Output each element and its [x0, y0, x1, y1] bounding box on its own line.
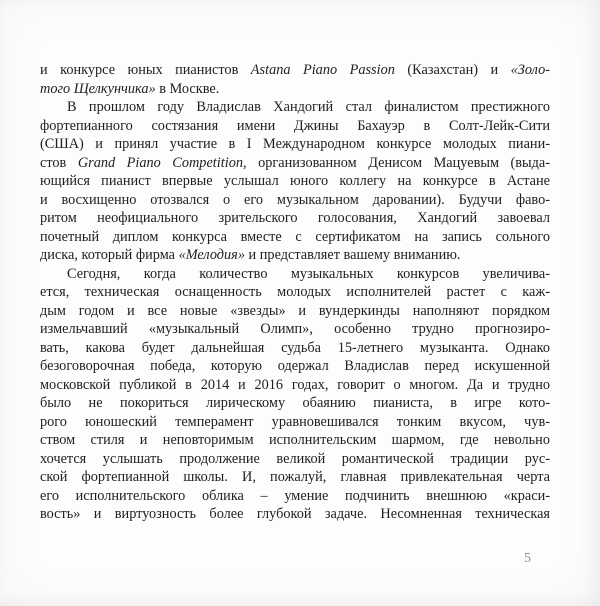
text-line: дым годом и все новые «звезды» и вундеркинды наполняют порядком	[40, 302, 550, 319]
text-line: ской фортепианной школы. И, пожалуй, главная привлекательная черта	[40, 469, 550, 485]
paragraph	[40, 265, 550, 524]
paragraph	[40, 61, 550, 98]
text-line: почетный диплом конкурса вместе с сертификатом на запись сольного	[40, 228, 550, 245]
text-line: ством стиля и неповторимым исполнительским шармом, где невольно	[40, 432, 550, 448]
text-line: московской публикой в 2014 и 2016 годах, говорит о многом. Да и трудно	[40, 376, 550, 393]
text-line: и восхищенно отозвался о его музыкальном даровании). Будучи фаво-	[40, 191, 550, 208]
text-line: того Щелкунчика» в Москве.	[40, 80, 220, 97]
page-number: 5	[524, 551, 531, 566]
text-line: диска, который фирма «Мелодия» и представляет вашему вниманию.	[40, 247, 461, 263]
text-line: ется, техническая оснащенность молодых исполнителей растет с каж-	[40, 284, 550, 300]
text-line: рого юношеский темперамент уравновешивался тонким вкусом, чув-	[40, 413, 550, 430]
text-line: (США) и принял участие в I Международном конкурсе молодых пиани-	[40, 136, 550, 152]
text-line: фортепианного состязания имени Джины Бахауэр в Солт-Лейк-Сити	[40, 117, 550, 134]
text-line: безоговорочная победа, которую одержал Владислав перед искушенной	[40, 358, 550, 374]
text-line: его исполнительского облика – умение подчинить внешнюю «краси-	[40, 487, 550, 504]
text-line: хочется услышать продолжение великой романтической традиции рус-	[40, 450, 550, 467]
text-line: ритом неофициального зрительского голосования, Хандогий завоевал	[40, 210, 550, 226]
text-line: вость» и виртуозность более глубокой задаче. Несомненная техническая	[40, 506, 550, 522]
text-line: стов Grand Piano Competition, организованном Денисом Мацуевым (выда-	[40, 154, 550, 171]
text-line: измельчавший «музыкальный Олимп», особенно трудно прогнозиро-	[40, 321, 550, 337]
text-line: В прошлом году Владислав Хандогий стал финалистом престижного	[67, 99, 550, 115]
text-line: Сегодня, когда количество музыкальных конкурсов увеличива-	[67, 265, 550, 282]
paragraph	[40, 98, 550, 265]
text-line: вать, какова будет дальнейшая судьба 15-летнего музыканта. Однако	[40, 339, 550, 356]
text-line: и конкурсе юных пианистов Astana Piano Passion (Казахстан) и «Золо-	[40, 62, 550, 78]
text-line: было не покориться лирическому обаянию пианиста, в игре кото-	[40, 395, 550, 411]
text-line: ющийся пианист впервые услышал юного коллегу на конкурсе в Астане	[40, 173, 550, 189]
body-text	[40, 61, 550, 524]
